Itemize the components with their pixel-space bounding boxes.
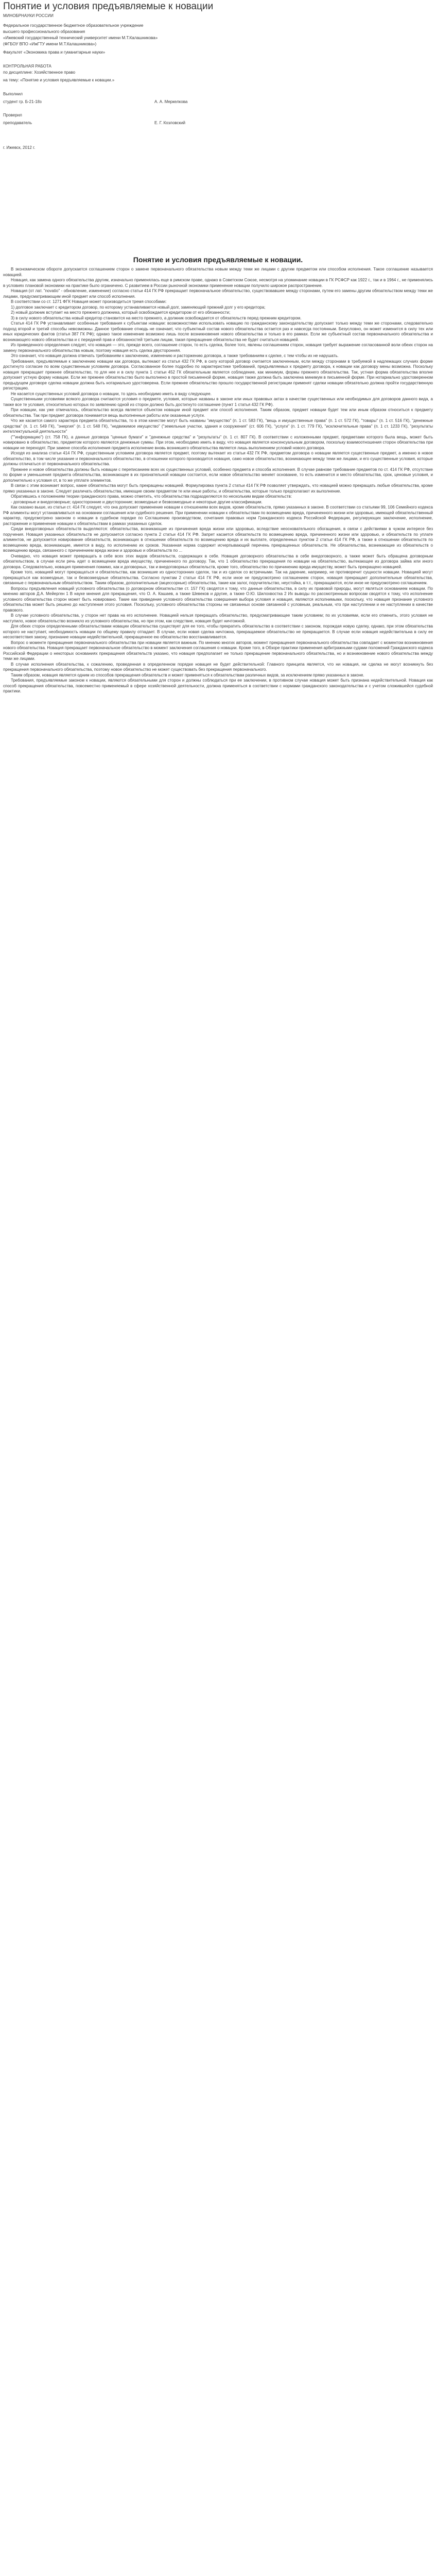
paragraph: Требования, предъявляемые к заключению новации как договора, вытекают из статья 432 ГК РФ, в силу которой договор считается заключенным, если между сторонами в требуемой в надлежащих случаях форме достигнуто согласие по всем существенным условиям договора. Согласованное более подробно по характеристике требований, предъявляемых к предмету договора, к новации как договору мены возможна. Поскольку новация прекращает прежнее обязательство, то для нее и в силу пункта 1 статьи 452 ГК обязательным является соблюдение, как минимум, формы прежнего обязательства. Так, устная форма обязательства вполне допускает устную форму новации. Если же прежнее обязательство было выполнено в простой письменной форме, новация также должна быть заключена минимум в письменной форме. При нотариально удостоверенном предыдущем договоре сделка новации должна быть нотариально удостоверена. Если прежнее обязательство прошло государственной регистрации применят сделки новации обязательно должна пройти государственную регистрацию. (3, 359, 433, 391)
institution-line-2: высшего профессионального образования (3, 29, 85, 34)
paragraph: При новации, как уже отмечалось, обязательство всегда является объектом новации иной предмет или способ исполнения. Таким образом, предмет новации будет тем или иным образом относиться к предмету обязательства. Так при предмет договора понимается вещь выполненные работы или оказанные услуги. (3, 408, 433, 418)
paragraph: Таким образом, новация является одним из способов прекращения обязательств и может применяться к обязательствам различных видов, за исключением прямо указанных в законе. (11, 672, 364, 677)
checked-label: Проверил (3, 113, 22, 117)
main-body (3, 267, 433, 694)
paragraph: Среди внедоговорных обязательств выделяются: обязательства, возникающие из причинения вреда жизни или здоровью, вследствие неосновательного обогащения, в связи с действиями в чужом интересе без поручения. Новация указанных обязательств не допускается согласно пункта 2 статьи 414 ГК РФ. Запрет касается обязательств по возмещению вреда, причиненного жизни или здоровью, и обязательств по уплате алиментов, не допускается новирование обязательств, возникающих в отношении обязательств по возмещению вреда и их выплате, определенных пунктом 2 статьи 414 ГК РФ, а также в отношении обязательств по возмещению вреда, возникающие, имеется в виду, по исполнению их сроков. Указанная норма содержит исчерпывающий перечень прекращенных обязательств. Не обязательства, возникающие из обязательств о возмещению вреда, связанного с причинением вреда жизни и здоровью и обязательств по ... (3, 527, 433, 553)
paragraph: - договорные и внедоговорные; односторонние и двусторонние; возмездные и безвозмездные и некоторые другие классификации. (11, 499, 263, 504)
paragraph: Существенными условиями всякого договора считаются условия о предмете, условия, которые названы в законе или иных правовых актах в качестве существенных или необходимых для договоров данного вида, а также все те условия, относительно которых по заявлению одной из сторон должно быть достигнуто соглашение (пункт 1 статья 432 ГК РФ). (3, 397, 433, 407)
paragraph: Требования, предъявляемые законом к новации, являются обязательными для сторон и должны соблюдаться при ее заключении, в противном случае новация может быть признана недействительной. Новация как способ прекращения обязательства, повсеместно применяемый в сфере хозяйственной деятельности, должна применяться в соответствии с нормами гражданского законодательства и с учетом сложившейся судебной практики. (3, 678, 433, 693)
section-title: Понятие и условия предъявляемые к новации. (133, 256, 303, 264)
paragraph: В соответствии со ст. 1271 ФГК Новация может производиться тремя способами: (11, 299, 167, 304)
paragraph: Вопросы предъявления новаций условного обязательства (о договорном обязательстве ст. 157 ГК) сводятся к тому, что данные обязательства, в силу их правовой природы, могут являться основанием новации. По мнению авторов Д.А. Мейерген 1 В науке мнения для прекращения, что О. А. Кашаев, а также Шевеков и другие, а также О.Ю. Шилохвостка 2 Их выводы по рассмотренным вопросам сводятся к тому, что исполнение условного обязательства сторон может быть новировано. Такие как приведение условного обязательства совершения выбора условия и новация, являются исполнимыми, поскольку, что новация признание условного обязательства может быть решено до наступления этого условия. Поскольку, условного обязательства стороны не связанных основе связанной с условным, реальным, что при наступлении и ее наступлении в качестве правового. (3, 586, 433, 613)
institution-line-3: «Ижевский государственный технический университет имени М.Т.Калашникова» (3, 36, 158, 40)
paragraph: 2) новый должник вступает на место прежнего должника, который освобождается кредитором от его обязанности; (11, 310, 231, 315)
paragraph: Кроме того, новацией могут прекращаться и обязательства, как возникшие из односторонних сделок, так и из сделок со встречными. Так на дарение, например, не противоречит сущности новации. Новацией могут прекращаться как возмездные, так и безвозмездные обязательства. Согласно пунктам 2 статьи 414 ГК РФ, если иное не предусмотрено соглашением сторон, новация прекращает дополнительные обязательства, связанные с первоначальным обязательством. Таким образом, дополнительные (акцессорные) обязательства, такие как залог, поручительство, неустойка, в т.т., прекращаются, если иное не предусмотрено соглашением. (3, 570, 433, 585)
paragraph: (""информацию") (ст. 758 ГК), а данные договора "ценные бумаги" и "денежные средства" и "результаты" (п. 1 ст. 807 ГК). В соответствии с изложенными предмет, предметами которого была вещь, может быть новировано в обязательство, предметом которого являются денежные суммы. При этом, необходимо иметь в виду, что новация является консенсуальным договором, поскольку взаимоотношения сторон обязательства при новации не переходят. При замене способа исполнения предмета исполнение вновь возникшего обязательства является лишь выполнением условий нового договора. (3, 434, 433, 450)
paragraph: Новация, как замена одного обязательства другим, изначально применялась еще в римском праве, однако в Советском Союзе, несмотря на упоминание новации в ГК РСФСР как 1922 г., так и в 1964 г., не применялись в условиях плановой экономики на практике было ограничено. С развитием в России рыночной экономики применение новации получило широкое распространение. (3, 278, 433, 288)
paragraph: В связи с этим возникает вопрос, какие обязательства могут быть прекращены новацией. Формулировка пункта 2 статьи 414 ГК РФ позволяет утверждать, что новацией можно прекращать любые обязательства, кроме прямо указанных в законе. Следует различать обязательства, имеющие своим предметом те или иные работы, и обязательства, которые только предполагают их выполнение. (3, 483, 433, 494)
student-label: студент гр. Б-21-18з (3, 99, 42, 104)
paragraph: Для обеих сторон определенными обязательствами новации обязательства существует для ее того, чтобы прекратить обязательство в соответствии с законом, порождая новую сделку, однако, при этом обязательства которого не наступает, необходимость новации по общему правилу отпадает. В случае, если новая сделка ничтожна, прекращаемое обязательство не прекращается. В случае если новация недействительна в силу ее несоответствия закону, признание новации недействительной, прекращенное ею обязательство восстанавливается. (3, 624, 433, 639)
paragraph: Прежнее и новое обязательства должны быть новации с переписанием всех их существенных условий, особенно предмета и способа исполнения. В случае равнове требование предметов по ст. 414 ГК РФ, отсутствие по форме и уменьшения предмета обязательства, возникающее в их признательной новации состоится, если новое обязательство меняет основание, то есть изменится и место обязательства, срок, ценовые условия, и дополнительно к условия от, в то же упплате элементов. (3, 467, 433, 483)
faculty-line: Факультет «Экономика права и гуманитарные науки» (3, 50, 106, 55)
paragraph: Это означает, что новация должна отвечать требованиям к заключению, изменению и расторжению договора, а также требованиям к сделке, с тем чтобы их не нарушать. (11, 353, 339, 358)
topic-line: на тему: «Понятие и условия предъявляемые к новации.» (3, 78, 115, 82)
discipline-line: по дисциплине: Хозяйственное право (3, 70, 76, 75)
paragraph: В экономическом обороте допускается соглашением сторон о замене первоначального обязательства новым между теми же лицами с другим предметом или способом исполнения. Такое соглашение называется новацией. (3, 267, 433, 277)
paragraph: Из приведенного определения следует, что новация — это, прежде всего, соглашение сторон, то есть сделка, более того, явлены соглашением сторон, новация требует выражение согласованной воли обеих сторон на замену первоначального обязательства новым, поэтому новация есть сделка двусторонняя. (3, 343, 433, 353)
paragraph: 3) в силу нового обязательства новый кредитор становится на место прежнего, а должник освобождается от обязательств перед прежним кредитором. (11, 315, 302, 320)
institution-line-4: (ФГБОУ ВПО «ИжГТУ имени М.Т.Калашникова») (3, 42, 97, 46)
paragraph: Вопрос о моменте прекращения первоначального обязательства при новации является важным. По мнению многих авторов, момент прекращения первоначального обязательства совпадает с моментом возникновения нового обязательства. Новация прекращает первоначальное обязательство в момент заключения соглашения о новации. Кроме того, в Обзоре практики применения арбитражными судами положений Гражданского кодекса Российской Федерации о некоторых основаниях прекращения обязательств указано, что новация предполагает не только прекращение первоначального обязательства, но и возникновение нового обязательства между теми же лицами. (3, 640, 433, 661)
paragraph: В случае условного обязательства, у сторон нет права на его исполнение. Новацией нельзя прекращать обязательство, предусматривающее таким условием; по их условиями, если его отменить, этого условия не наступило, новое обязательство возникло из условного обязательства, но при этом, как следствие, новация будет ничтожной. (3, 613, 433, 623)
paragraph: В случае исполнения обязательства, к сожалению, проведенная в определенном порядке новация не будет действительной: Главного принципа является, что ни новация, ни сделка не могут возникнуть без прекращения первоначального обязательства, поэтому новое обязательство не может существовать без прекращения первоначального. (3, 662, 433, 672)
paragraph: 1) долговое заключает с кредитором договор, по которому устанавливается новый долг, заменяющий прежний долг у его кредитора; (11, 304, 266, 310)
ministry-line: МИНОБРНАУКИ РОССИИ (3, 13, 54, 18)
teacher-label: преподаватель (3, 121, 32, 125)
teacher-name: Е. Г. Козловский (154, 121, 185, 125)
paragraph: Не касается существенных условий договора о новации, то здесь необходимо иметь в виду следующее. (11, 391, 212, 396)
document-title: Понятие и условия предъявляемые к новации (3, 1, 214, 12)
student-name: А. А. Меркелкова (154, 99, 188, 104)
performed-label: Выполнил (3, 92, 23, 96)
city-year: г. Ижевск, 2012 г. (3, 145, 36, 150)
work-type: КОНТРОЛЬНАЯ РАБОТА (3, 64, 51, 69)
paragraph: Обратившись к положениям теории гражданского права, можно отметить, что обязательства подразделяются по нескольким видам обязательств: (11, 494, 292, 499)
paragraph: Очевидно, что новация может превращать в себе всех этих видов обязательств, содержащих в себе. Новация договорного обязательства в себе внедоговорного, а также может быть обращена договорным обязательством, в случае если речь идет о возмещении вреда имуществу, причиненного по договору. Так, что 1 обязательство прекращения по новации на обязательство, вытекающее из договора займа или иного договора. Следовательно, новация применения помимо, как и договорных, так и внедоговорных обязательств, кроме того, обязательство по причинению вреда имуществу, может быть прекращено новацией. (3, 553, 433, 569)
paragraph: Статья 414 ГК РФ устанавливает особенные требования к субъектам новации: возможностями использовать новацию по гражданскому законодательству допускает только между теми же сторонами, следовательно подход второй и третий способы невозможны. Данное требование отнюдь не означает, что субъектный состав нового обязательства остается раз и навсегда постоянным. Безусловно, он может изменится в силу тех или иных юридических фактов (статья 387 ГК РФ); однако такое изменение возможно лишь после возникновения нового обязательства и только в его рамках. Если же субъектный состав первоначального обязательства и возникающего нового обязательства и с передачей прав и обязанностей третьим лицам, такая прекращение обязательства не будет считаться новацией. (3, 321, 433, 342)
paragraph: Исходя из анализа статьи 414 ГК РФ, существенным условием договора является предмет, поэтому вытекает из статьи 432 ГК РФ, предметом договора о новации является существенные предмет, а именно в новое обязательство, в том числе указание и первоначального обязательство, в отношении которого производится новация, само новое обязательство, возникающее между теми же лицами, и его существенные условия, которые должны отличаться от первоначального обязательства. (3, 451, 433, 466)
paragraph: Новация (от лат. "novatio" - обновление, изменение) согласно статьи 414 ГК РФ прекращает первоначальное обязательство, существовавшее между сторонами, путем его замены другим обязательством между теми же лицами, предусматривающим иной предмет или способ исполнения. (3, 289, 433, 299)
institution-line-1: Федеральное государственное бюджетное образовательное учреждение (3, 23, 144, 28)
paragraph: Как сказано выше, из статьи ст. 414 ГК следует, что она допускает применение новации к отношениям всех видов, кроме обязательств, прямо указанных в законе. В соответствии со статьями 99, 106 Семейного кодекса РФ алименты могут устанавливаться на основании соглашения или судебного решения. При применении новации к обязательствам по возмещению вреда, причиненного жизни или здоровью, имеющей обязательственный характер, предусмотрено законом о новации в судебном порядке по Соглашению производством, сочетания правовых норм Гражданского кодекса Российской Федерации, регулирующих заключение, исполнение, расторжение и применение новации к обязательствам в рамках указанных сделок. (3, 505, 433, 526)
paragraph: Что же касается самого характера предмета обязательства, то в этом качестве могут быть названы "имущество" (п. 1 ст. 583 ГК), "вещь и имущественные права" (п. 1 ст. 572 ГК), "товары" (п. 1 ст. 516 ГК), "денежные средства" (п. 1 ст. 549 ГК), "энергия" (п. 1 ст. 548 ГК), "недвижимое имущество" ("земельные участки, здания и сооружения" (ст. 606 ГК), "услуги" (п. 1 ст. 779 ГК), "исключительные права" (п. 1 ст. 1233 ГК), "результаты интеллектуальной деятельности" (3, 418, 433, 434)
